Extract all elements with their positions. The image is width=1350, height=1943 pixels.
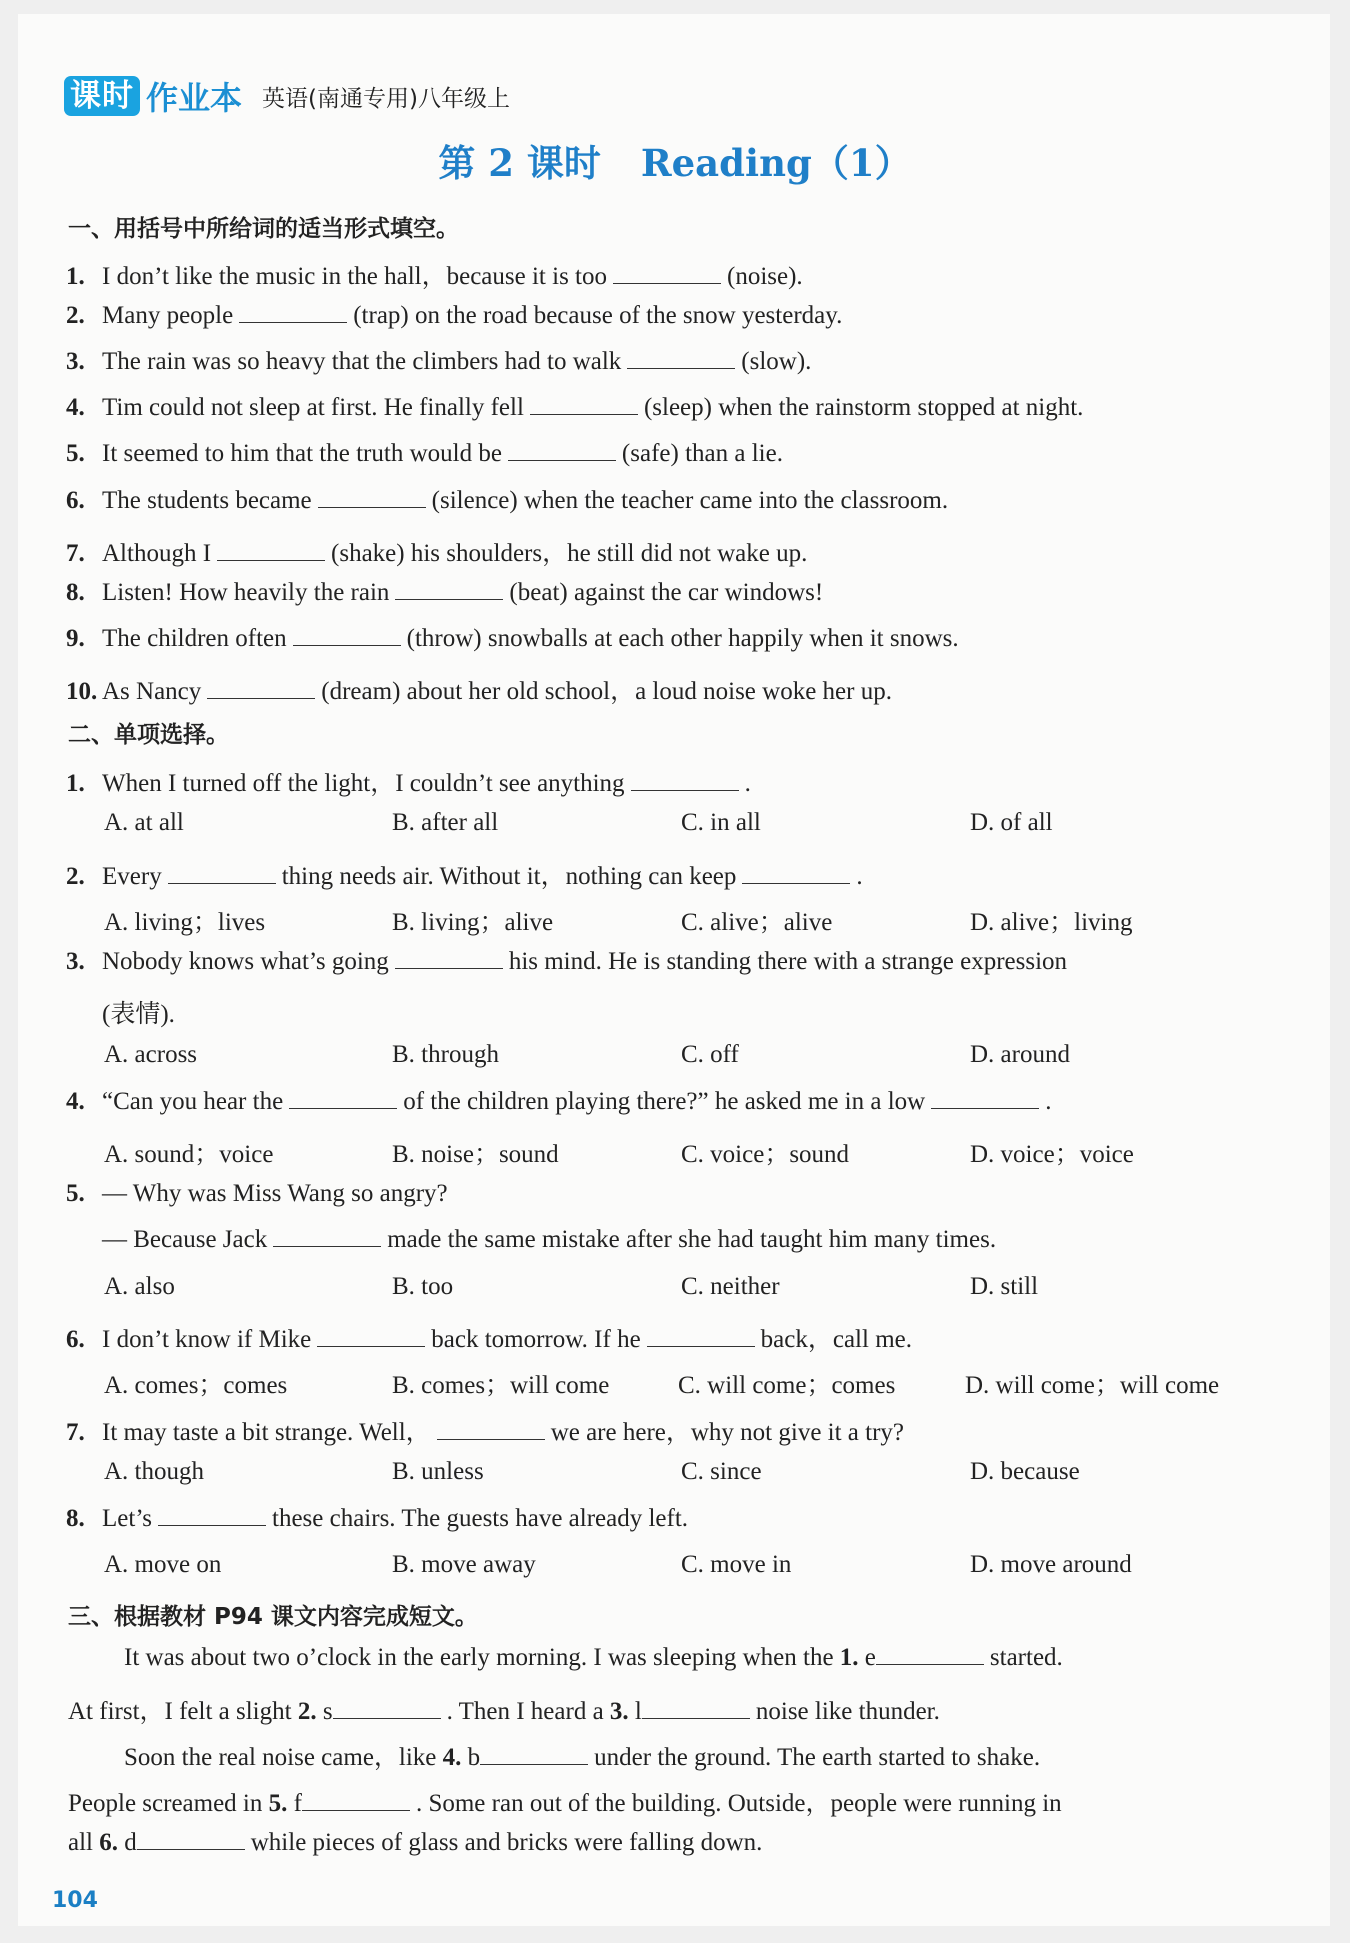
item-number: 6.: [66, 487, 85, 514]
item-text-after: (safe) than a lie.: [621, 440, 783, 467]
fill-in-item: [66, 487, 948, 515]
option-d[interactable]: D. of all: [970, 809, 1053, 836]
answer-blank[interactable]: [217, 559, 325, 561]
item-text-before: I don’t like the music in the hall，because it is too: [102, 263, 607, 290]
option-c[interactable]: C. voice；sound: [681, 1141, 850, 1168]
question-3: 3. Nobody knows what’s going his mind. He is standing there with a strange expression: [66, 948, 1068, 975]
option-d[interactable]: D. move around: [970, 1551, 1132, 1578]
option-c[interactable]: C. in all: [681, 809, 761, 836]
lesson-number: 第 2 课时: [438, 141, 601, 185]
fill-in-item: [66, 256, 803, 292]
item-text-after: (throw) snowballs at each other happily when it snows.: [406, 625, 959, 652]
question-6: 6. I don’t know if Mike back tomorrow. If he back，call me.: [66, 1326, 912, 1353]
option-b[interactable]: B. too: [392, 1273, 454, 1300]
fill-in-item: [66, 394, 1083, 422]
answer-blank[interactable]: [289, 1107, 397, 1109]
option-c[interactable]: C. alive；alive: [681, 909, 833, 936]
item-text-after: (beat) against the car windows!: [509, 579, 824, 606]
answer-blank[interactable]: [480, 1763, 588, 1765]
lesson-title: [0, 133, 1350, 187]
option-c[interactable]: C. neither: [681, 1273, 780, 1300]
fill-in-item: [66, 671, 892, 707]
item-text-after: (silence) when the teacher came into the classroom.: [431, 487, 949, 514]
logo-box: 课时: [64, 76, 140, 116]
option-b[interactable]: B. move away: [392, 1551, 536, 1578]
fill-in-item: [66, 348, 811, 376]
question-5: 5. — Why was Miss Wang so angry?: [66, 1180, 448, 1207]
option-b[interactable]: B. comes；will come: [392, 1372, 610, 1399]
fill-in-item: [66, 302, 842, 330]
lesson-name: Reading（1）: [640, 141, 912, 185]
item-text-before: Many people: [102, 302, 234, 329]
page-number: 104: [52, 1888, 98, 1913]
answer-blank[interactable]: [437, 1438, 545, 1440]
answer-blank[interactable]: [317, 1345, 425, 1347]
option-a[interactable]: A. comes；comes: [104, 1372, 288, 1399]
answer-blank[interactable]: [395, 598, 503, 600]
item-text-after: (noise).: [727, 263, 803, 290]
passage-line-2: At first，I felt a slight 2. s . Then I heard a 3. l noise like thunder.: [68, 1698, 940, 1725]
option-b[interactable]: B. noise；sound: [392, 1141, 559, 1168]
item-text-before: It seemed to him that the truth would be: [102, 440, 502, 467]
option-b[interactable]: B. unless: [392, 1458, 484, 1485]
answer-blank[interactable]: [742, 882, 850, 884]
option-d[interactable]: D. voice；voice: [970, 1141, 1134, 1168]
item-number: 8.: [66, 579, 85, 606]
section-heading-2: 二、单项选择。: [68, 722, 229, 748]
option-b[interactable]: B. living；alive: [392, 909, 554, 936]
option-a[interactable]: A. also: [104, 1273, 175, 1300]
option-d[interactable]: D. alive；living: [970, 909, 1133, 936]
question-2: 2. Every thing needs air. Without it，nothing can keep .: [66, 863, 863, 890]
option-d[interactable]: D. still: [970, 1273, 1039, 1300]
answer-blank[interactable]: [293, 644, 401, 646]
option-d[interactable]: D. because: [970, 1458, 1080, 1485]
item-number: 1.: [66, 263, 85, 290]
question-1: 1. When I turned off the light，I couldn’t see anything .: [66, 770, 751, 797]
option-d[interactable]: D. will come；will come: [965, 1372, 1220, 1399]
answer-blank[interactable]: [302, 1809, 410, 1811]
item-number: 3.: [66, 348, 85, 375]
passage-line-3: Soon the real noise came，like 4. b under the ground. The earth started to shake.: [124, 1744, 1041, 1771]
answer-blank[interactable]: [273, 1245, 381, 1247]
item-text-before: The rain was so heavy that the climbers had to walk: [102, 348, 622, 375]
question-3-continued: (表情).: [102, 1001, 175, 1028]
option-a[interactable]: A. at all: [104, 809, 184, 836]
item-text-before: Listen! How heavily the rain: [102, 579, 390, 606]
item-number: 4.: [66, 394, 85, 421]
item-number: 10.: [66, 678, 98, 705]
answer-blank[interactable]: [627, 367, 735, 369]
option-b[interactable]: B. through: [392, 1041, 499, 1068]
option-c[interactable]: C. off: [681, 1041, 739, 1068]
item-text-before: Tim could not sleep at first. He finally fell: [102, 394, 524, 421]
brand-logo: [64, 73, 242, 119]
answer-blank[interactable]: [137, 1848, 245, 1850]
option-c[interactable]: C. will come；comes: [678, 1372, 896, 1399]
fill-in-item: [66, 625, 959, 653]
fill-in-item: [66, 579, 823, 607]
item-number: 5.: [66, 440, 85, 467]
question-8: 8. Let’s these chairs. The guests have already left.: [66, 1505, 689, 1532]
section-heading-1: 一、用括号中所给词的适当形式填空。: [68, 216, 459, 242]
option-a[interactable]: A. across: [104, 1041, 198, 1068]
book-subtitle: 英语(南通专用)八年级上: [262, 85, 510, 112]
answer-blank[interactable]: [647, 1345, 755, 1347]
option-c[interactable]: C. move in: [681, 1551, 792, 1578]
passage-line-4: People screamed in 5. f . Some ran out of the building. Outside，people were running in: [68, 1790, 1062, 1817]
answer-blank[interactable]: [508, 459, 616, 461]
passage-line-1: It was about two o’clock in the early morning. I was sleeping when the 1. e started.: [124, 1644, 1063, 1671]
item-text-after: (sleep) when the rainstorm stopped at night.: [643, 394, 1084, 421]
fill-in-item: [66, 440, 783, 468]
answer-blank[interactable]: [333, 1717, 441, 1719]
answer-blank[interactable]: [931, 1107, 1039, 1109]
answer-blank[interactable]: [239, 321, 347, 323]
item-text-before: The students became: [102, 487, 312, 514]
logo-text: 作业本: [146, 79, 243, 117]
option-a[interactable]: A. sound；voice: [104, 1141, 274, 1168]
item-number: 2.: [66, 302, 85, 329]
answer-blank[interactable]: [530, 413, 638, 415]
option-b[interactable]: B. after all: [392, 809, 499, 836]
answer-blank[interactable]: [318, 506, 426, 508]
item-text-before: As Nancy: [102, 678, 202, 705]
answer-blank[interactable]: [395, 967, 503, 969]
item-text-after: (trap) on the road because of the snow yesterday.: [353, 302, 843, 329]
item-number: 7.: [66, 540, 85, 567]
section-heading-3: 三、根据教材 P94 课文内容完成短文。: [68, 1604, 478, 1630]
passage-line-5: all 6. d while pieces of glass and bricks were falling down.: [68, 1829, 763, 1856]
answer-blank[interactable]: [642, 1717, 750, 1719]
option-a[interactable]: A. living；lives: [104, 909, 266, 936]
question-7: 7. It may taste a bit strange. Well， we are here，why not give it a try?: [66, 1419, 905, 1446]
answer-blank[interactable]: [207, 697, 315, 699]
option-a[interactable]: A. though: [104, 1458, 204, 1485]
option-c[interactable]: C. since: [681, 1458, 762, 1485]
answer-blank[interactable]: [158, 1524, 266, 1526]
header: [64, 74, 510, 118]
item-text-after: (dream) about her old school，a loud noise woke her up.: [321, 678, 892, 705]
item-text-before: The children often: [102, 625, 287, 652]
fill-in-item: [66, 533, 807, 569]
item-number: 9.: [66, 625, 85, 652]
answer-blank[interactable]: [631, 789, 739, 791]
question-5-continued: — Because Jack made the same mistake after she had taught him many times.: [102, 1226, 997, 1253]
item-text-after: (slow).: [741, 348, 812, 375]
answer-blank[interactable]: [876, 1663, 984, 1665]
item-text-before: Although I: [102, 540, 212, 567]
answer-blank[interactable]: [613, 282, 721, 284]
option-d[interactable]: D. around: [970, 1041, 1070, 1068]
question-4: 4. “Can you hear the of the children playing there?” he asked me in a low .: [66, 1088, 1052, 1115]
option-a[interactable]: A. move on: [104, 1551, 222, 1578]
item-text-after: (shake) his shoulders，he still did not wake up.: [331, 540, 808, 567]
answer-blank[interactable]: [168, 882, 276, 884]
